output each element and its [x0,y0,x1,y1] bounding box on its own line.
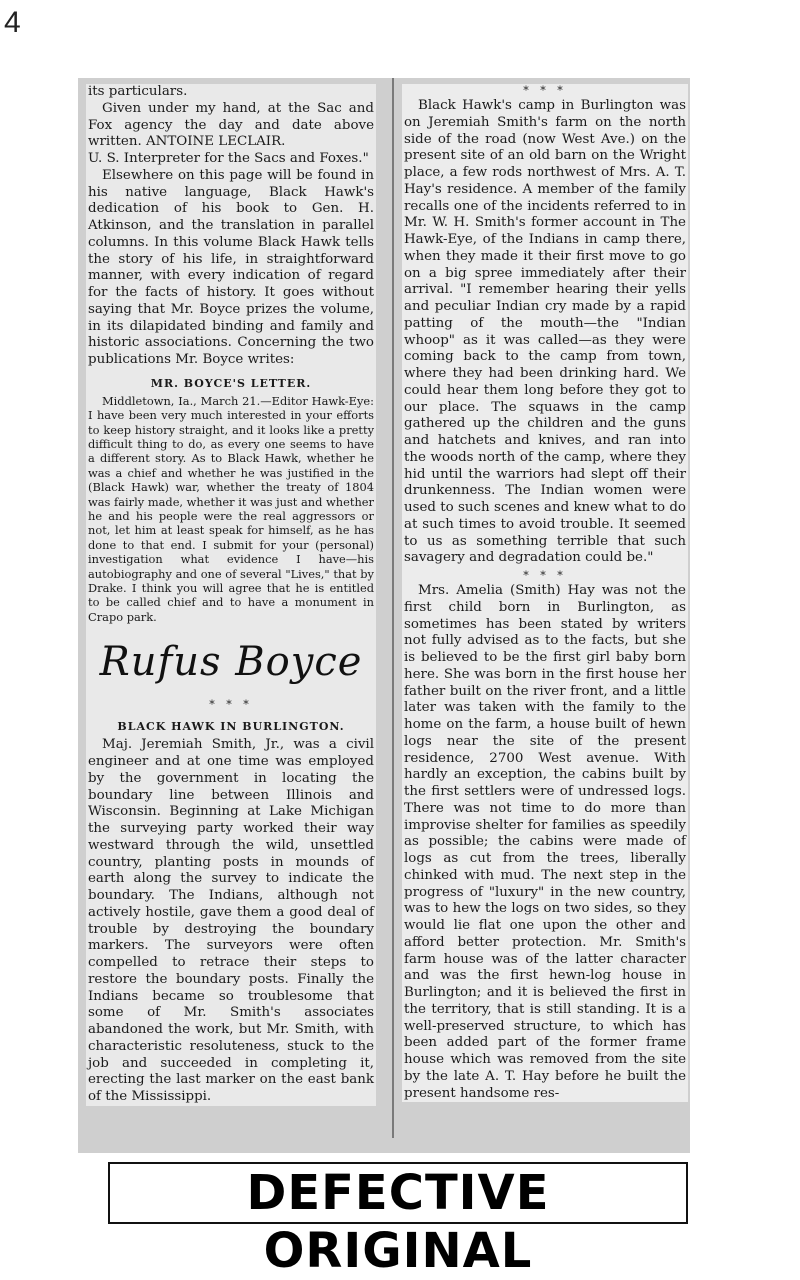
section-separator: * * * [209,698,253,712]
section-separator: * * * [523,84,567,97]
letter-text: Middletown, Ia., March 21.—Editor Hawk-Eye: I have been very much interested in your efforts to keep history straight, and it looks like a pretty difficult thing to do, as every one seems to have a different story. As to Black Hawk, whether he was a chief and whether he was justified in the (Black Hawk) war, whether the treaty of 1804 was fairly made, whether it was just and whether he and his people were the real aggressors or not, let him at least speak for himself, as he has done to that end. I submit for your (personal) investigation what evidence I have—his autobiography and one of several "Lives," that by Drake. I think you will agree that he is entitled to be called chief and to have a monument in Crapo park. [88,393,374,624]
right-column [402,84,688,1102]
section-heading: BLACK HAWK IN BURLINGTON. [117,720,345,734]
letter-heading: MR. BOYCE'S LETTER. [150,376,312,390]
camp-text: Black Hawk's camp in Burlington was on Jeremiah Smith's farm on the north side of the road (now West Ave.) on the present site of an old barn on the Wright place, a few rods northwest of Mrs. A. T. Hay's residence. A member of the family recalls one of the incidents referred to in Mr. W. H. Smith's former account in The Hawk-Eye, of the Indians in camp there, when they made it their first move to go on a big spree immediately after their arrival. "I remember hearing their yells and peculiar Indian cry made by a rapid patting of the mouth—the "Indian whoop" as it was called—as they were coming back to the camp from town, where they had been drinking hard. We could hear them long before they got to our place. The squaws in the camp gathered up the children and the guns and hatchets and knives, and ran into the woods north of the camp, where they hid until the warriors had slept off their drunkenness. The Indian women were used to such scenes and knew what to do at such times to avoid trouble. It seemed to us as something terrible that such savagery and degradation could be." [404,98,686,566]
intro-paragraph: its particulars. [88,84,188,99]
column-divider [392,78,394,1138]
intro-section [86,84,376,369]
handwritten-signature: Rufus Boyce [99,639,363,686]
hay-text: Mrs. Amelia (Smith) Hay was not the first child born in Burlington, as sometimes has been stated by writers not fully advised as to the facts, but she is believed to be the first girl baby born here. She was born in the first house her father built on the river front, and a little later was taken with the family to the home on the farm, a house built of hewn logs near the site of the present residence, 2700 West avenue. With hardly an exception, the cabins built by the first settlers were of undressed logs. There was not time to do more than improvise shelter for families as speedily as possible; the cabins were made of logs as cut from the trees, liberally chinked with mud. The next step in the progress of "luxury" in the new country, was to hew the logs on two sides, so they would lie flat one upon the other and afford better protection. Mr. Smith's farm house was of the latter character and was the first hewn-log house in Burlington; and it is believed the first in the territory, that is still standing. It is a well-preserved structure, to which has been added part of the former frame house which was removed from the site by the late A. T. Hay before he built the present handsome res- [404,583,686,1101]
intro-paragraph: Given under my hand, at the Sac and Fox agency the day and date above written. ANTOINE LECLAIR. [88,100,374,150]
left-column [86,84,376,1106]
defective-original-stamp: DEFECTIVE ORIGINAL [108,1162,688,1224]
section-separator: * * * [523,569,567,582]
section-text: Maj. Jeremiah Smith, Jr., was a civil engineer and at one time was employed by the government in locating the boundary line between Illinois and Wisconsin. Beginning at Lake Michigan the surveying party worked their way westward through the wild, unsettled country, planting posts in mounds of earth along the survey to indicate the boundary. The Indians, although not actively hostile, gave them a good deal of trouble by destroying the boundary markers. The surveyors were often compelled to retrace their steps to restore the boundary posts. Finally the Indians became so troublesome that some of Mr. Smith's associates abandoned the work, but Mr. Smith, with characteristic resoluteness, stuck to the job and succeeded in completing it, erecting the last marker on the east bank of the Mississippi. [88,737,374,1104]
intro-paragraph: U. S. Interpreter for the Sacs and Foxes." [88,151,369,166]
intro-paragraph: Elsewhere on this page will be found in his native language, Black Hawk's dedication of his book to Gen. H. Atkinson, and the translation in parallel columns. In this volume Black Hawk tells the story of his life, in straightforward manner, with every indication of regard for the facts of history. It goes without saying that Mr. Boyce prizes the volume, in its dilapidated binding and family and historic associations. Concerning the two publications Mr. Boyce writes: [88,167,374,367]
page-number: 4 [4,6,21,39]
